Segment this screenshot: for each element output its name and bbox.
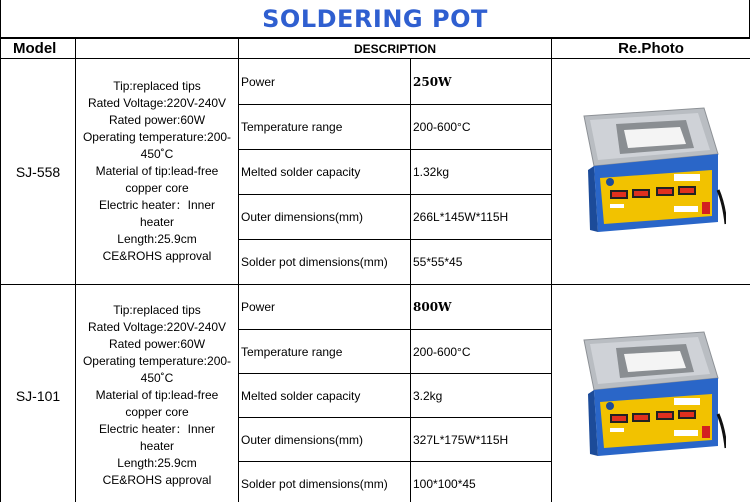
header-row xyxy=(1,39,750,59)
spec-value: 266L*145W*115H xyxy=(411,195,552,240)
feature-line: CE&ROHS approval xyxy=(102,249,212,263)
soldering-pot-photo xyxy=(576,94,726,244)
feature-line: Tip:replaced tips xyxy=(113,79,201,93)
model-name: SJ-558 xyxy=(1,59,76,285)
header-description: DESCRIPTION xyxy=(239,39,552,59)
spec-value: 327L*175W*115H xyxy=(411,418,552,462)
model-name: SJ-101 xyxy=(1,285,76,502)
feature-line: Material of tip:lead-free xyxy=(95,164,219,178)
spec-label: Outer dimensions(mm) xyxy=(239,418,411,462)
spec-value: 55*55*45 xyxy=(411,240,552,285)
feature-line: Length:25.9cm xyxy=(117,232,197,246)
spec-value: 200-600°C xyxy=(411,105,552,150)
feature-line: 450˚C xyxy=(140,147,174,161)
feature-line: Tip:replaced tips xyxy=(113,303,201,317)
header-photo: Re.Photo xyxy=(552,39,750,59)
spec-label: Power xyxy=(239,285,411,330)
spec-value: 100*100*45 xyxy=(411,462,552,502)
feature-line: CE&ROHS approval xyxy=(102,473,212,487)
spec-label: Solder pot dimensions(mm) xyxy=(239,462,411,502)
spec-label: Power xyxy=(239,59,411,105)
feature-line: Rated Voltage:220V-240V xyxy=(87,96,227,110)
feature-line: heater xyxy=(139,215,175,229)
feature-line: Rated power:60W xyxy=(108,337,206,351)
feature-line: Operating temperature:200- xyxy=(82,354,232,368)
spec-label: Outer dimensions(mm) xyxy=(239,195,411,240)
spec-row xyxy=(1,285,750,330)
product-photo-cell xyxy=(552,285,750,502)
feature-list xyxy=(76,285,239,502)
product-photo-cell xyxy=(552,59,750,285)
header-model: Model xyxy=(1,39,76,59)
feature-line: Material of tip:lead-free xyxy=(95,388,219,402)
page-title: SOLDERING POT xyxy=(0,0,750,38)
spec-label: Temperature range xyxy=(239,105,411,150)
header-spacer xyxy=(76,39,239,59)
spec-label: Temperature range xyxy=(239,330,411,374)
feature-line: copper core xyxy=(125,181,189,195)
feature-line: 450˚C xyxy=(140,371,174,385)
feature-list xyxy=(76,59,239,285)
spec-value: 1.32kg xyxy=(411,150,552,195)
spec-table xyxy=(0,38,750,502)
feature-line: Electric heater：Inner xyxy=(98,198,216,212)
spec-value: 250W xyxy=(411,59,552,105)
soldering-pot-photo xyxy=(576,318,726,468)
feature-line: Rated power:60W xyxy=(108,113,206,127)
feature-line: Length:25.9cm xyxy=(117,456,197,470)
feature-line: Rated Voltage:220V-240V xyxy=(87,320,227,334)
feature-line: Operating temperature:200- xyxy=(82,130,232,144)
spec-label: Melted solder capacity xyxy=(239,150,411,195)
spec-value: 200-600°C xyxy=(411,330,552,374)
feature-line: heater xyxy=(139,439,175,453)
spec-value: 800W xyxy=(411,285,552,330)
spec-label: Solder pot dimensions(mm) xyxy=(239,240,411,285)
spec-row xyxy=(1,59,750,105)
spec-value: 3.2kg xyxy=(411,374,552,418)
spec-label: Melted solder capacity xyxy=(239,374,411,418)
feature-line: copper core xyxy=(125,405,189,419)
feature-line: Electric heater：Inner xyxy=(98,422,216,436)
